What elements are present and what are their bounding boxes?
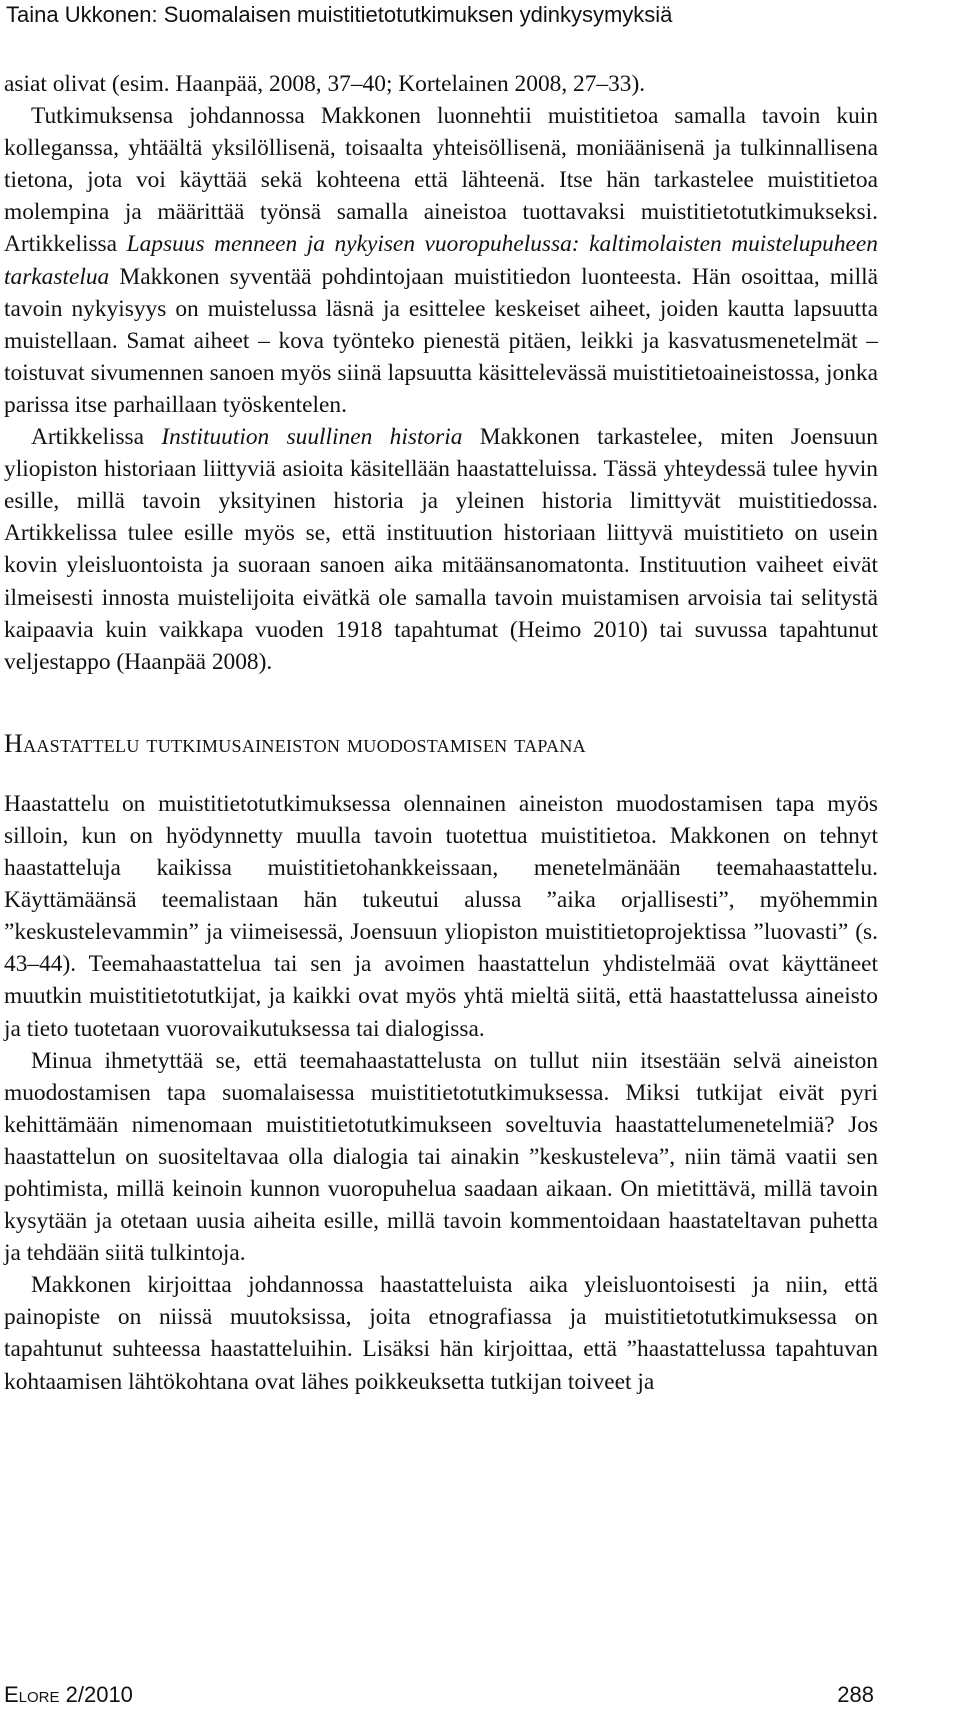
paragraph: Minua ihmetyttää se, että teemahaastattelusta on tullut niin itsestään selvä aineiston muodostamisen tapa suomalaisessa muistitietotutkimuksessa. Miksi tutkijat eivät pyri kehittämään nimenomaan muistitietotutkimukseen soveltuvia haastattelumenetelmiä? Jos haastattelun on suositeltavaa olla dialogia tai ainakin ”keskusteleva”, niin tämä vaatii sen pohtimista, millä keinoin kunnon vuoropuhelua saadaan aikaan. On mietittävä, millä tavoin kysytään ja otetaan uusia aiheita esille, millä tavoin kommentoidaan haastateltavan puhetta ja tehdään siitä tulkintoja. [4,1047,878,1267]
article-title: Instituution suullinen historia [161,424,463,451]
article-title: Lapsuus menneen ja nykyisen vuoropuhelussa: kaltimolaisten muistelupuheen tarkastelua [4,231,879,290]
paragraph [4,421,878,678]
section-heading: Haastattelu tutkimusaineiston muodostamisen tapana [4,728,586,758]
paragraph-text: Artikkelissa [31,424,162,451]
running-title: Taina Ukkonen: Suomalaisen muistitietotutkimuksen ydinkysymyksiä [6,2,673,27]
page-number: 288 [837,1682,874,1707]
paragraph-continued: asiat olivat (esim. Haanpää, 2008, 37–40; Kortelainen 2008, 27–33). [4,71,646,97]
paragraph: Makkonen kirjoittaa johdannossa haastatteluista aika yleisluontoisesti ja niin, että painopiste on niissä muutoksissa, joita etnografiassa ja muistitietotutkimuksessa on tapahtunut suhteessa haastatteluihin. Lisäksi hän kirjoittaa, että ”haastattelussa tapahtuvan kohtaamisen lähtökohtana ovat lähes poikkeuksetta tutkijan toiveet ja [4,1272,878,1395]
paragraph-text: Makkonen tarkastelee, miten Joensuun yliopiston historiaan liittyviä asioita käsitellään haastatteluissa. Tässä yhteydessä tulee hyvin esille, millä tavoin yksityinen historia ja yleinen historia limittyvät muistitiedossa. Artikkelissa tulee esille myös se, että instituution historiaan liittyvä muistitieto on usein kovin yleisluontoista ja suoraan sanoen aika mitäänsanomatonta. Instituution vaiheet eivät ilmeisesti innosta muistelijoita eivätkä ole samalla tavoin muistamisen arvoisia tai selitystä kaipaavia kuin vaikkapa vuoden 1918 tapahtumat (Heimo 2010) tai suvussa tapahtunut veljestappo (Haanpää 2008). [4,424,878,675]
page-body [4,68,878,1398]
journal-name: Elore 2/2010 [4,1682,133,1707]
paragraph: Haastattelu on muistitietotutkimuksessa olennainen aineiston muodostamisen tapa myös silloin, kun on hyödynnetty muulla tavoin tuotettua muistitietoa. Makkonen on tehnyt haastatteluja kaikissa muistitietohankkeissaan, menetelmänään teemahaastattelu. Käyttämäänsä teemalistaan hän tukeutui alussa ”aika orjallisesti”, myöhemmin ”keskustelevammin” ja viimeisessä, Joensuun yliopiston muistitietoprojektissa ”luovasti” (s. 43–44). Teemahaastattelua tai sen ja avoimen haastattelun yhdistelmää ovat käyttäneet muutkin muistitietotutkijat, ja kaikki ovat myös yhtä mieltä siitä, että haastattelussa aineisto ja tieto tuotetaan vuorovaikutuksessa tai dialogissa. [4,790,878,1042]
paragraph-text: Tutkimuksensa johdannossa Makkonen luonnehtii muistitietoa samalla tavoin kuin kolleganssa, yhtäältä yksilöllisenä, toisaalta yhteisöllisenä, moniäänisenä ja tulkinnallisena tietona, jota voi käyttää sekä kohteena että lähteenä. Itse hän tarkastelee muistitietoa molempina ja määrittää työnsä samalla aineistoa tuottavaksi muistitietotutkimukseksi. Artikkelissa [4,103,878,258]
paragraph [4,100,878,421]
paragraph-text: Makkonen syventää pohdintojaan muistitiedon luonteesta. Hän osoittaa, millä tavoin nykyisyys on muistelussa läsnä ja esittelee keskeiset aiheet, joiden kautta lapsuutta muistellaan. Samat aiheet – kova työnteko pienestä pitäen, leikki ja kasvatusmenetelmät – toistuvat sivumennen sanoen myös siinä lapsuutta käsittelevässä muistitietoaineistossa, jonka parissa itse parhaillaan työskentelen. [4,263,878,418]
